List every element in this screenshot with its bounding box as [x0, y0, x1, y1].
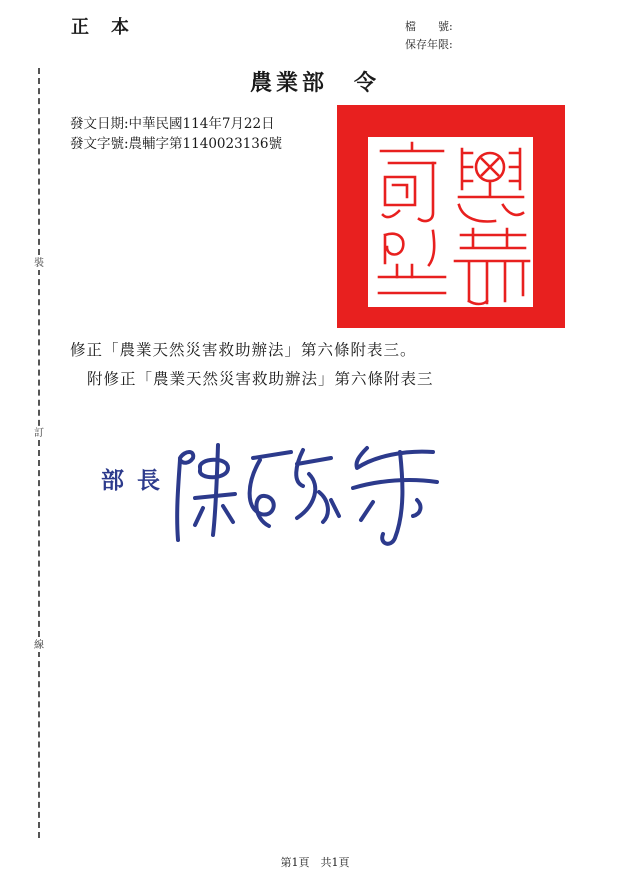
copy-type-label: 正 本 — [71, 17, 131, 38]
file-info-block — [405, 18, 453, 54]
binding-mark-ding: 訂 — [31, 428, 47, 440]
binding-mark-zhuang: 裝 — [31, 258, 47, 270]
order-line-2: 附修正「農業天然災害救助辦法」第六條附表三 — [87, 370, 434, 388]
document-title: 農業部 令 — [249, 70, 380, 96]
page-number-footer: 第1頁 共1頁 — [280, 856, 350, 869]
file-number-label: 檔 號: — [405, 20, 453, 33]
issue-number-line: 發文字號:農輔字第1140023136號 — [70, 136, 282, 152]
issue-meta-block — [70, 114, 282, 154]
binding-mark-xian: 線 — [31, 640, 47, 652]
order-body — [70, 336, 550, 394]
ministry-seal-stamp — [337, 105, 565, 328]
minister-signature-handwriting — [95, 430, 440, 555]
issue-date-line: 發文日期:中華民國114年7月22日 — [70, 116, 275, 132]
order-line-1: 修正「農業天然災害救助辦法」第六條附表三。 — [70, 341, 417, 359]
minister-title: 部長 — [101, 467, 173, 494]
binding-dashed-line — [38, 68, 40, 838]
retention-label: 保存年限: — [405, 38, 453, 51]
